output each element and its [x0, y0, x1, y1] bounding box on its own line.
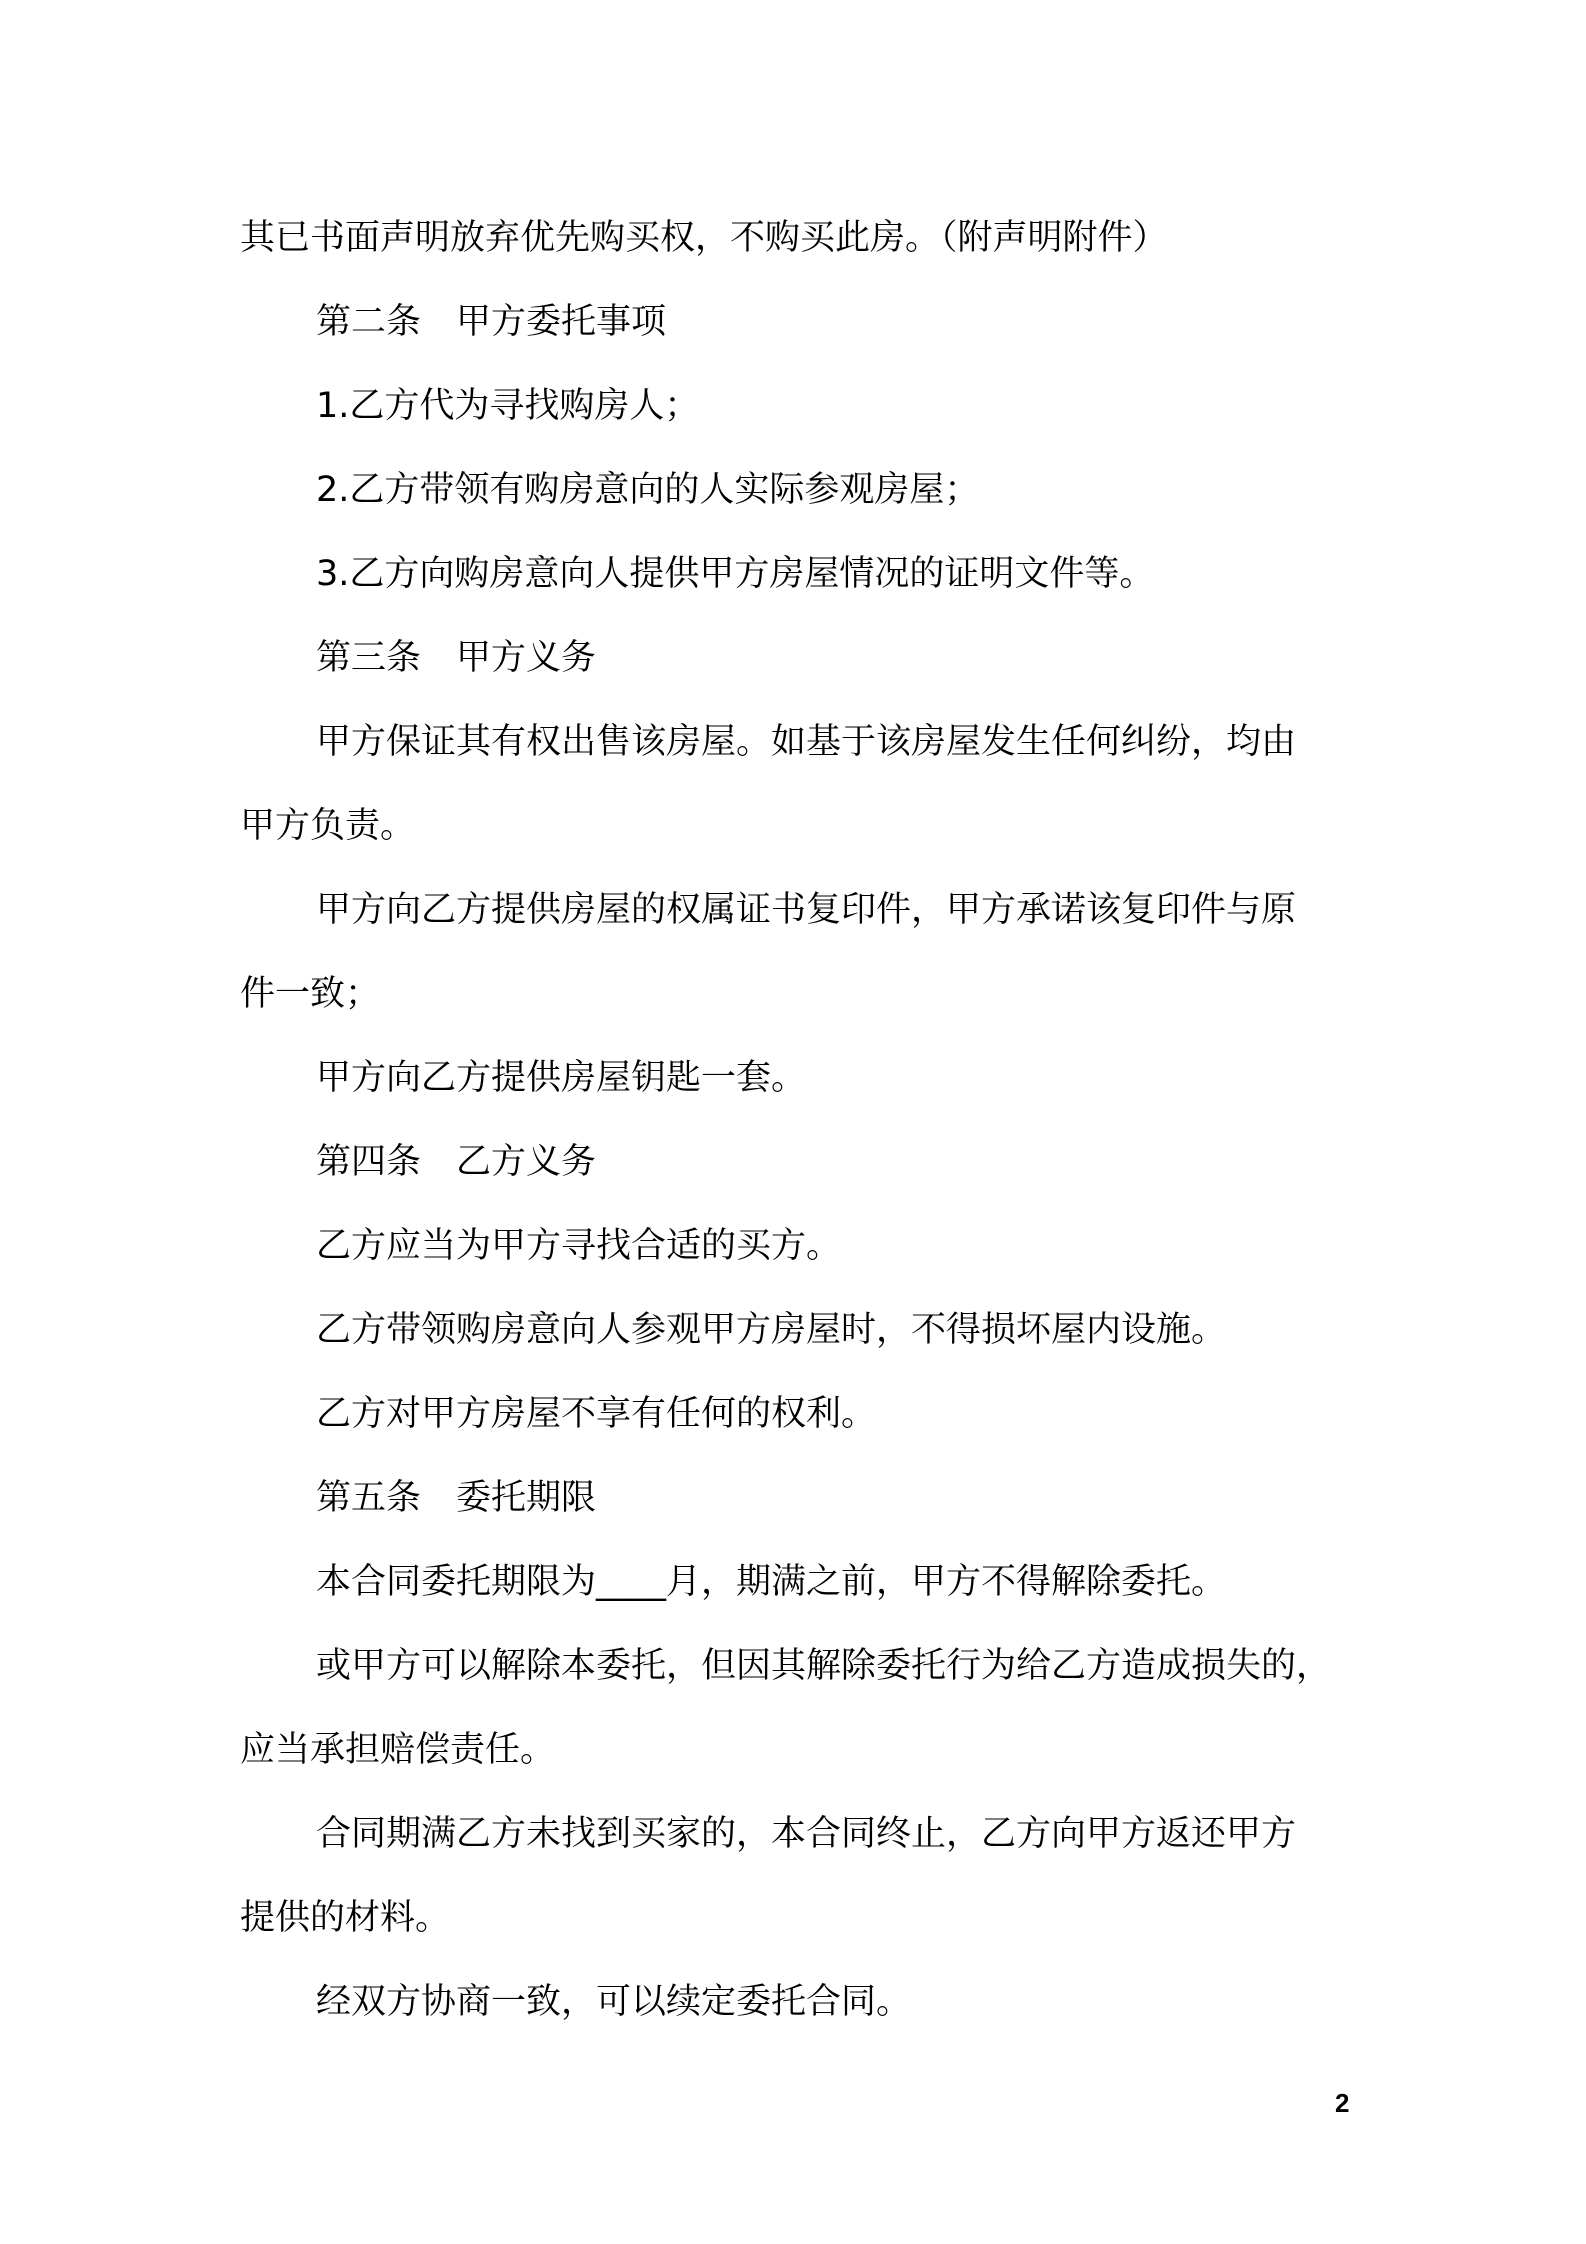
- text-line-4: 2.乙方带领有购房意向的人实际参观房屋；: [316, 470, 980, 510]
- page-number: 2: [1335, 2088, 1350, 2118]
- text-line-20: 合同期满乙方未找到买家的，本合同终止，乙方向甲方返还甲方: [316, 1814, 1297, 1854]
- text-line-1: 其已书面声明放弃优先购买权，不购买此房。（附声明附件）: [240, 218, 1168, 258]
- text-line-22: 经双方协商一致，可以续定委托合同。: [316, 1982, 912, 2022]
- article-5-heading: 第五条 委托期限: [316, 1478, 597, 1518]
- text-line-8: 甲方负责。: [240, 806, 416, 846]
- text-line-18: 或甲方可以解除本委托，但因其解除委托行为给乙方造成损失的，: [316, 1646, 1332, 1686]
- text-line-11: 甲方向乙方提供房屋钥匙一套。: [316, 1058, 807, 1098]
- text-line-15: 乙方对甲方房屋不享有任何的权利。: [316, 1394, 877, 1434]
- text-line-13: 乙方应当为甲方寻找合适的买方。: [316, 1226, 842, 1266]
- article-3-heading: 第三条 甲方义务: [316, 638, 597, 678]
- text-line-7: 甲方保证其有权出售该房屋。如基于该房屋发生任何纠纷，均由: [316, 722, 1297, 762]
- text-line-10: 件一致；: [240, 974, 381, 1014]
- text-line-5: 3.乙方向购房意向人提供甲方房屋情况的证明文件等。: [316, 554, 1155, 594]
- text-line-17: 本合同委托期限为____月，期满之前，甲方不得解除委托。: [316, 1562, 1227, 1602]
- text-line-19: 应当承担赔偿责任。: [240, 1730, 556, 1770]
- text-line-9: 甲方向乙方提供房屋的权属证书复印件，甲方承诺该复印件与原: [316, 890, 1297, 930]
- text-line-14: 乙方带领购房意向人参观甲方房屋时，不得损坏屋内设施。: [316, 1310, 1227, 1350]
- document-body: [240, 196, 1360, 2044]
- text-line-3: 1.乙方代为寻找购房人；: [316, 386, 700, 426]
- article-2-heading: 第二条 甲方委托事项: [316, 302, 667, 342]
- text-line-21: 提供的材料。: [240, 1898, 451, 1938]
- article-4-heading: 第四条 乙方义务: [316, 1142, 597, 1182]
